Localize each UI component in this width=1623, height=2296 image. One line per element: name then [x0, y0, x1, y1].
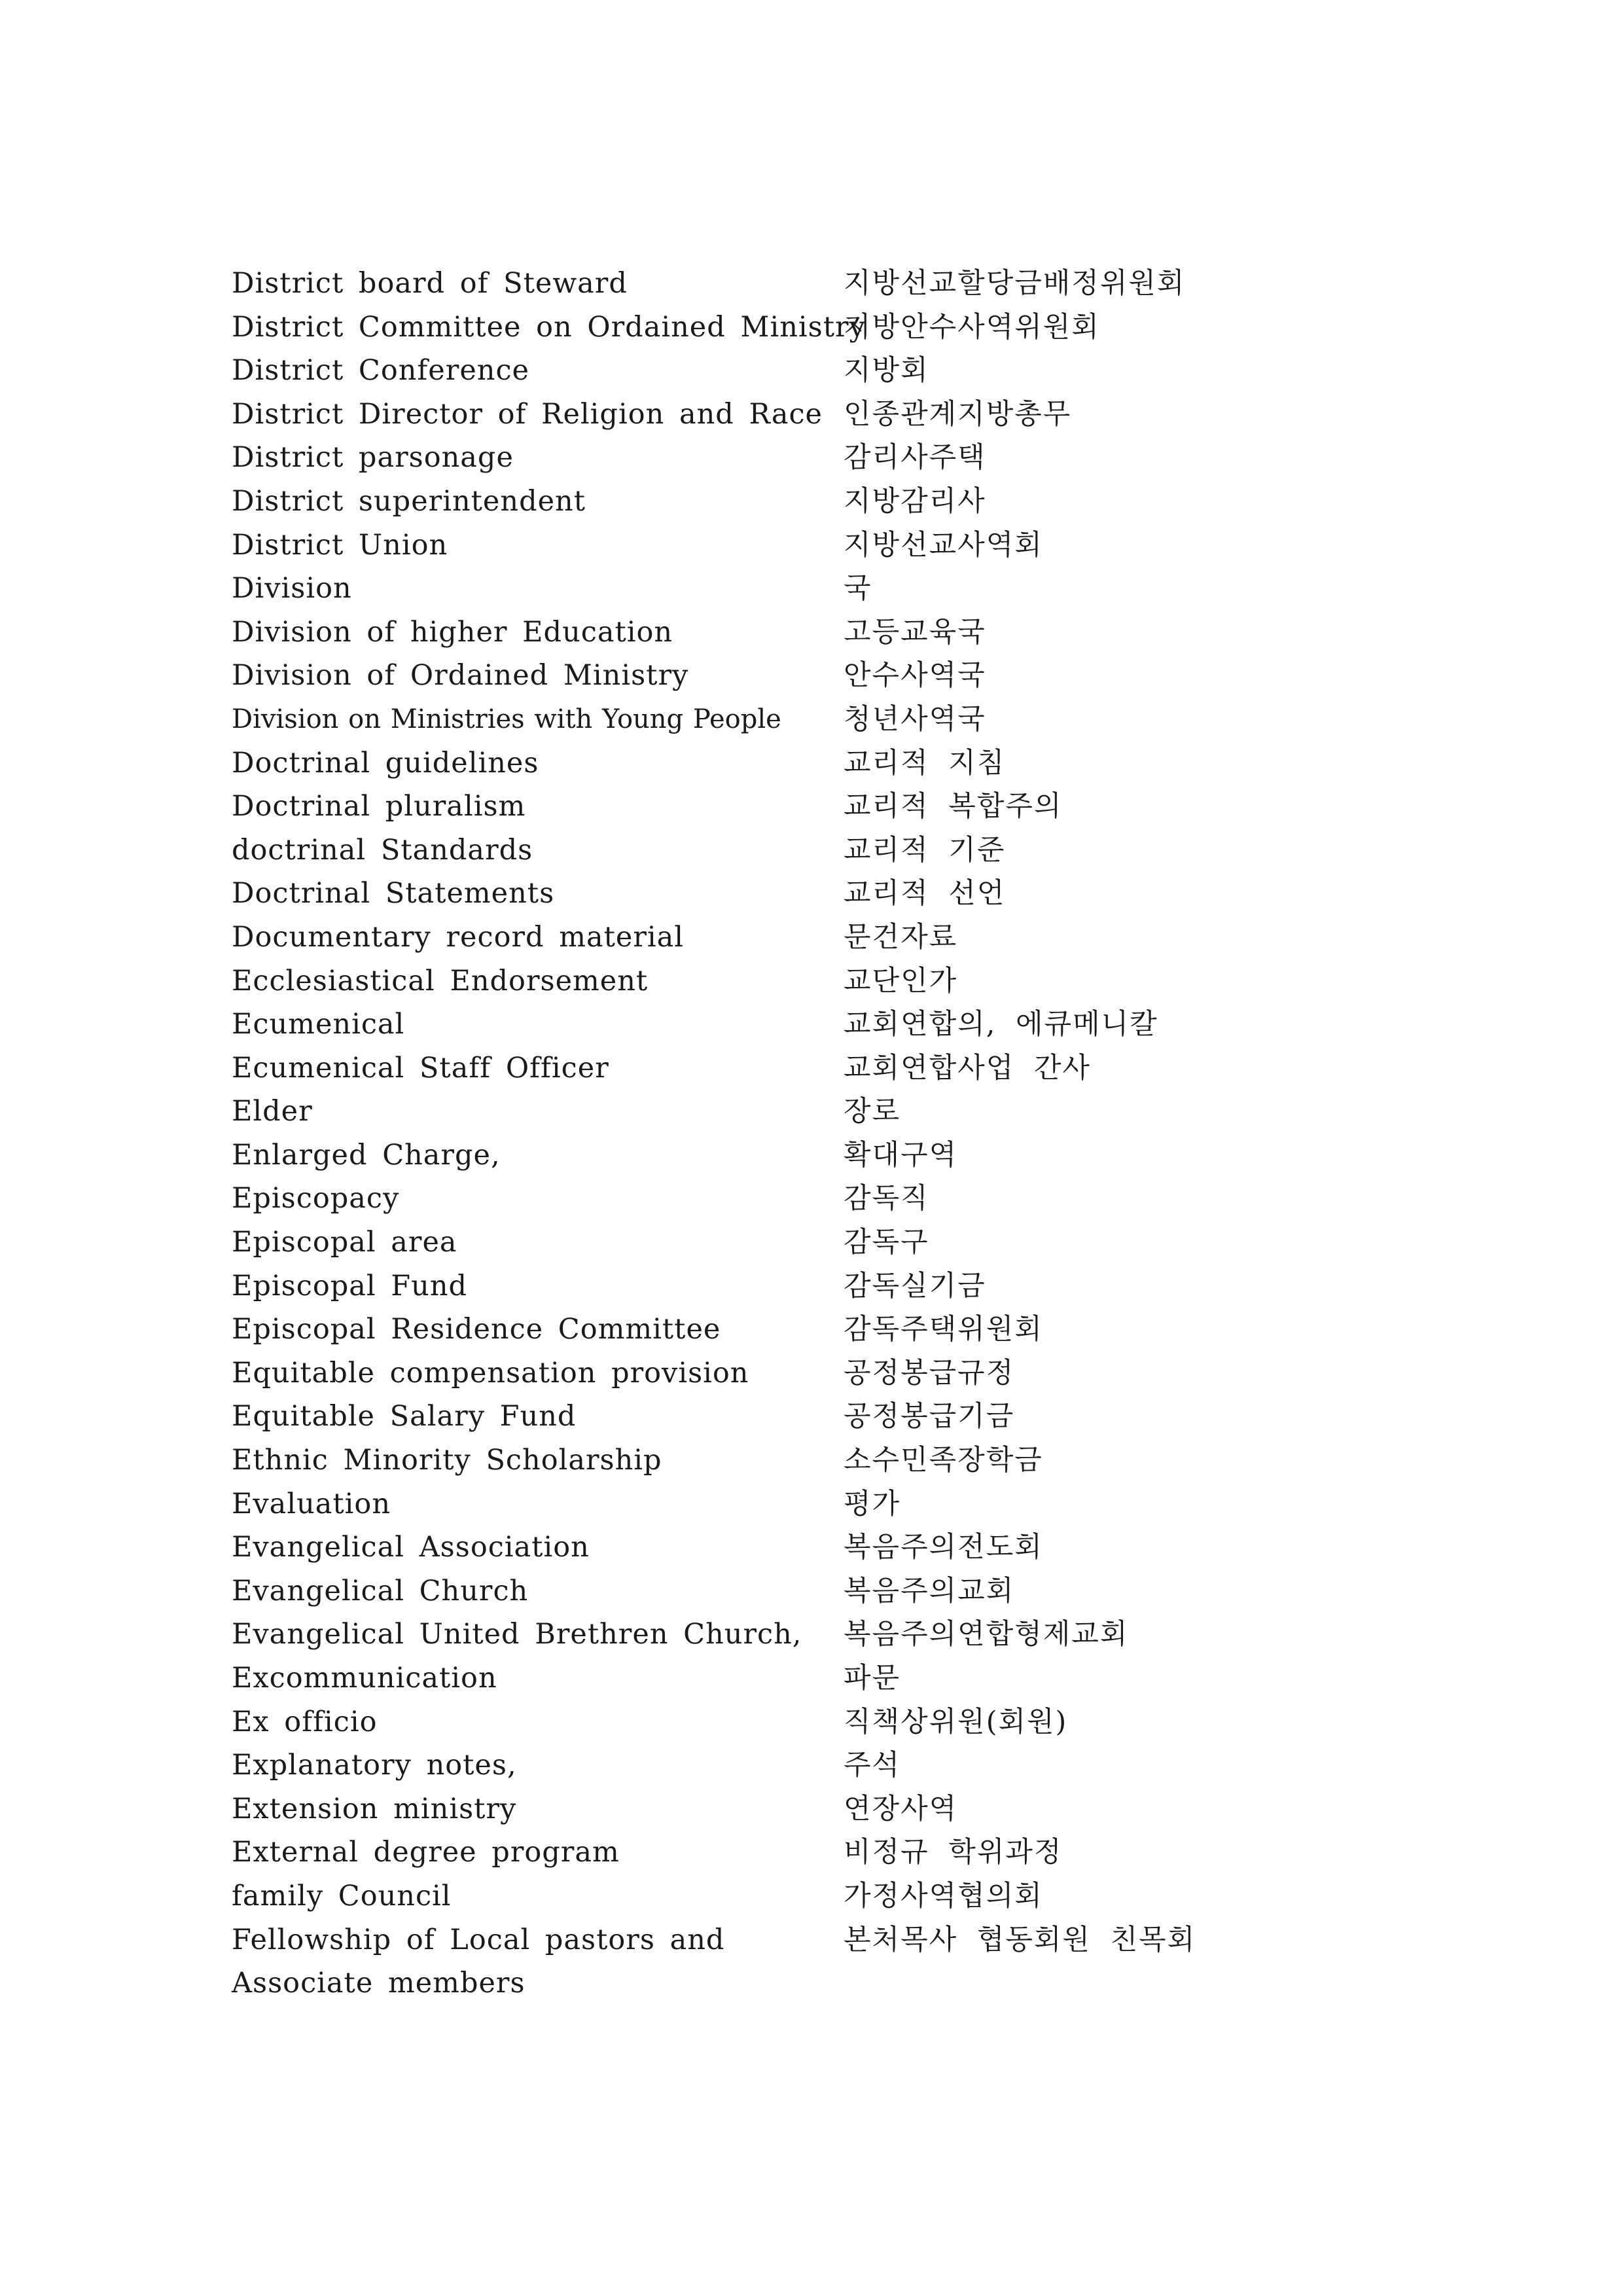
- glossary-row: [232, 567, 1475, 611]
- glossary-row: [232, 1874, 1475, 1918]
- glossary-row: [232, 916, 1475, 960]
- glossary-row: [232, 1134, 1475, 1177]
- glossary-row: [232, 742, 1475, 785]
- glossary-translation: 지방선교사역회: [844, 528, 1043, 562]
- glossary-term: Evaluation: [232, 1487, 391, 1520]
- glossary-translation: 지방안수사역위원회: [844, 310, 1100, 344]
- glossary-translation: 지방선교할당금배정위원회: [844, 267, 1186, 300]
- glossary-translation: 청년사역국: [844, 702, 986, 736]
- glossary-row: [232, 1526, 1475, 1570]
- glossary-row: [232, 1787, 1475, 1831]
- glossary-row: [232, 1090, 1475, 1134]
- glossary-translation: 확대구역: [844, 1138, 958, 1172]
- glossary-term: Equitable compensation provision: [232, 1356, 749, 1390]
- glossary-row: [232, 1439, 1475, 1482]
- glossary-row: [232, 611, 1475, 655]
- glossary-term: Evangelical Church: [232, 1574, 529, 1607]
- glossary-row: [232, 1395, 1475, 1439]
- glossary-translation: 본처목사 협동회원 친목회: [844, 1923, 1196, 1956]
- glossary-row: [232, 785, 1475, 829]
- glossary-term: Extension ministry: [232, 1792, 517, 1825]
- glossary-row: [232, 480, 1475, 524]
- glossary-term: Ecumenical: [232, 1008, 405, 1041]
- glossary-term: family Council: [232, 1879, 452, 1912]
- glossary-term: Documentary record material: [232, 920, 685, 954]
- glossary-term: Excommunication: [232, 1662, 497, 1695]
- glossary-translation: 평가: [844, 1487, 901, 1520]
- glossary-row: [232, 1177, 1475, 1221]
- glossary-translation: 감독직: [844, 1182, 929, 1215]
- glossary-row: [232, 1047, 1475, 1090]
- glossary-term: External degree program: [232, 1836, 620, 1869]
- glossary-term: Doctrinal guidelines: [232, 746, 539, 780]
- glossary-translation: 비정규 학위과정: [844, 1836, 1063, 1869]
- glossary-translation: 파문: [844, 1662, 901, 1695]
- glossary-translation: 교회연합사업 간사: [844, 1051, 1091, 1085]
- glossary-term: Fellowship of Local pastors and: [232, 1923, 725, 1956]
- glossary-term: Division of higher Education: [232, 615, 673, 649]
- glossary-term: Equitable Salary Fund: [232, 1400, 577, 1433]
- glossary-row: [232, 436, 1475, 480]
- glossary-row: [232, 698, 1475, 742]
- glossary-translation: 교회연합의, 에큐메니칼: [844, 1008, 1158, 1041]
- glossary-translation: 감독구: [844, 1226, 929, 1259]
- glossary-row: [232, 654, 1475, 698]
- glossary-row: [232, 960, 1475, 1003]
- glossary-term: Episcopal Residence Committee: [232, 1313, 721, 1346]
- glossary-term: District superintendent: [232, 484, 586, 518]
- glossary-translation: 장로: [844, 1095, 901, 1128]
- glossary-term: Ecclesiastical Endorsement: [232, 964, 649, 997]
- glossary-row: [232, 1962, 1475, 2005]
- glossary-row: [232, 1918, 1475, 1962]
- glossary-translation: 고등교육국: [844, 615, 986, 649]
- glossary-row: [232, 1657, 1475, 1700]
- glossary-term: Division on Ministries with Young People: [232, 704, 781, 734]
- glossary-term: Episcopacy: [232, 1182, 400, 1215]
- glossary-translation: 감리사주택: [844, 441, 986, 475]
- glossary-row: [232, 1744, 1475, 1787]
- glossary-term: Ethnic Minority Scholarship: [232, 1444, 662, 1477]
- glossary-term: District board of Steward: [232, 267, 628, 300]
- glossary-term: Doctrinal pluralism: [232, 790, 526, 823]
- glossary-translation: [844, 1962, 1475, 2005]
- glossary-translation: 안수사역국: [844, 659, 986, 692]
- glossary-row: [232, 306, 1475, 350]
- glossary-row: [232, 1570, 1475, 1613]
- glossary-translation: 인종관계지방총무: [844, 397, 1072, 431]
- glossary-translation: 가정사역협의회: [844, 1879, 1043, 1912]
- glossary-row: [232, 1613, 1475, 1657]
- glossary-translation: 연장사역: [844, 1792, 958, 1825]
- glossary-row: [232, 349, 1475, 393]
- glossary-translation: 복음주의교회: [844, 1574, 1015, 1607]
- glossary-translation: 지방감리사: [844, 484, 986, 518]
- glossary-row: [232, 524, 1475, 567]
- glossary-term: District Union: [232, 528, 448, 562]
- glossary-translation: 감독주택위원회: [844, 1313, 1043, 1346]
- glossary-row: [232, 829, 1475, 872]
- glossary-term: Division of Ordained Ministry: [232, 659, 689, 692]
- glossary-translation: 지방회: [844, 354, 929, 387]
- glossary-translation: 복음주의연합형제교회: [844, 1618, 1129, 1651]
- glossary-translation: 문건자료: [844, 920, 958, 954]
- glossary-translation: 교리적 선언: [844, 877, 1006, 910]
- glossary-term: Explanatory notes,: [232, 1749, 517, 1782]
- glossary-translation: 직책상위원(회원): [844, 1705, 1068, 1738]
- glossary-row: [232, 393, 1475, 437]
- glossary-translation: 감독실기금: [844, 1269, 986, 1302]
- glossary-translation: 복음주의전도회: [844, 1531, 1043, 1564]
- glossary-row: [232, 1308, 1475, 1352]
- glossary-translation: 주석: [844, 1749, 901, 1782]
- glossary-term: Elder: [232, 1095, 313, 1128]
- glossary-term: doctrinal Standards: [232, 833, 533, 867]
- glossary-term: District Director of Religion and Race: [232, 397, 823, 431]
- glossary-term: Episcopal area: [232, 1226, 457, 1259]
- glossary-row: [232, 872, 1475, 916]
- glossary-row: [232, 1265, 1475, 1308]
- glossary-translation: 교리적 기준: [844, 833, 1006, 867]
- glossary-translation: 소수민족장학금: [844, 1444, 1043, 1477]
- glossary-translation: 교단인가: [844, 964, 958, 997]
- glossary-row: [232, 262, 1475, 306]
- glossary-term: Enlarged Charge,: [232, 1138, 501, 1172]
- glossary-term: Associate members: [232, 1967, 526, 2000]
- glossary-term: District Committee on Ordained Ministry: [232, 310, 866, 344]
- glossary-term: District parsonage: [232, 441, 514, 475]
- glossary-term: Doctrinal Statements: [232, 877, 555, 910]
- glossary-translation: 교리적 복합주의: [844, 790, 1063, 823]
- glossary-row: [232, 1352, 1475, 1395]
- glossary-translation: 교리적 지침: [844, 746, 1006, 780]
- glossary-translation: 공정봉급규정: [844, 1356, 1015, 1390]
- glossary-term: District Conference: [232, 354, 529, 387]
- glossary-term: Evangelical Association: [232, 1531, 590, 1564]
- glossary-term: Ecumenical Staff Officer: [232, 1051, 609, 1085]
- glossary-row: [232, 1482, 1475, 1526]
- glossary-row: [232, 1700, 1475, 1744]
- glossary-row: [232, 1831, 1475, 1874]
- glossary-list: [232, 262, 1475, 2005]
- glossary-row: [232, 1221, 1475, 1265]
- glossary-term: Division: [232, 572, 352, 605]
- glossary-term: Episcopal Fund: [232, 1269, 468, 1302]
- glossary-translation: 국: [844, 572, 872, 605]
- glossary-term: Evangelical United Brethren Church,: [232, 1618, 802, 1651]
- glossary-term: Ex officio: [232, 1705, 378, 1738]
- glossary-translation: 공정봉급기금: [844, 1400, 1015, 1433]
- glossary-row: [232, 1003, 1475, 1047]
